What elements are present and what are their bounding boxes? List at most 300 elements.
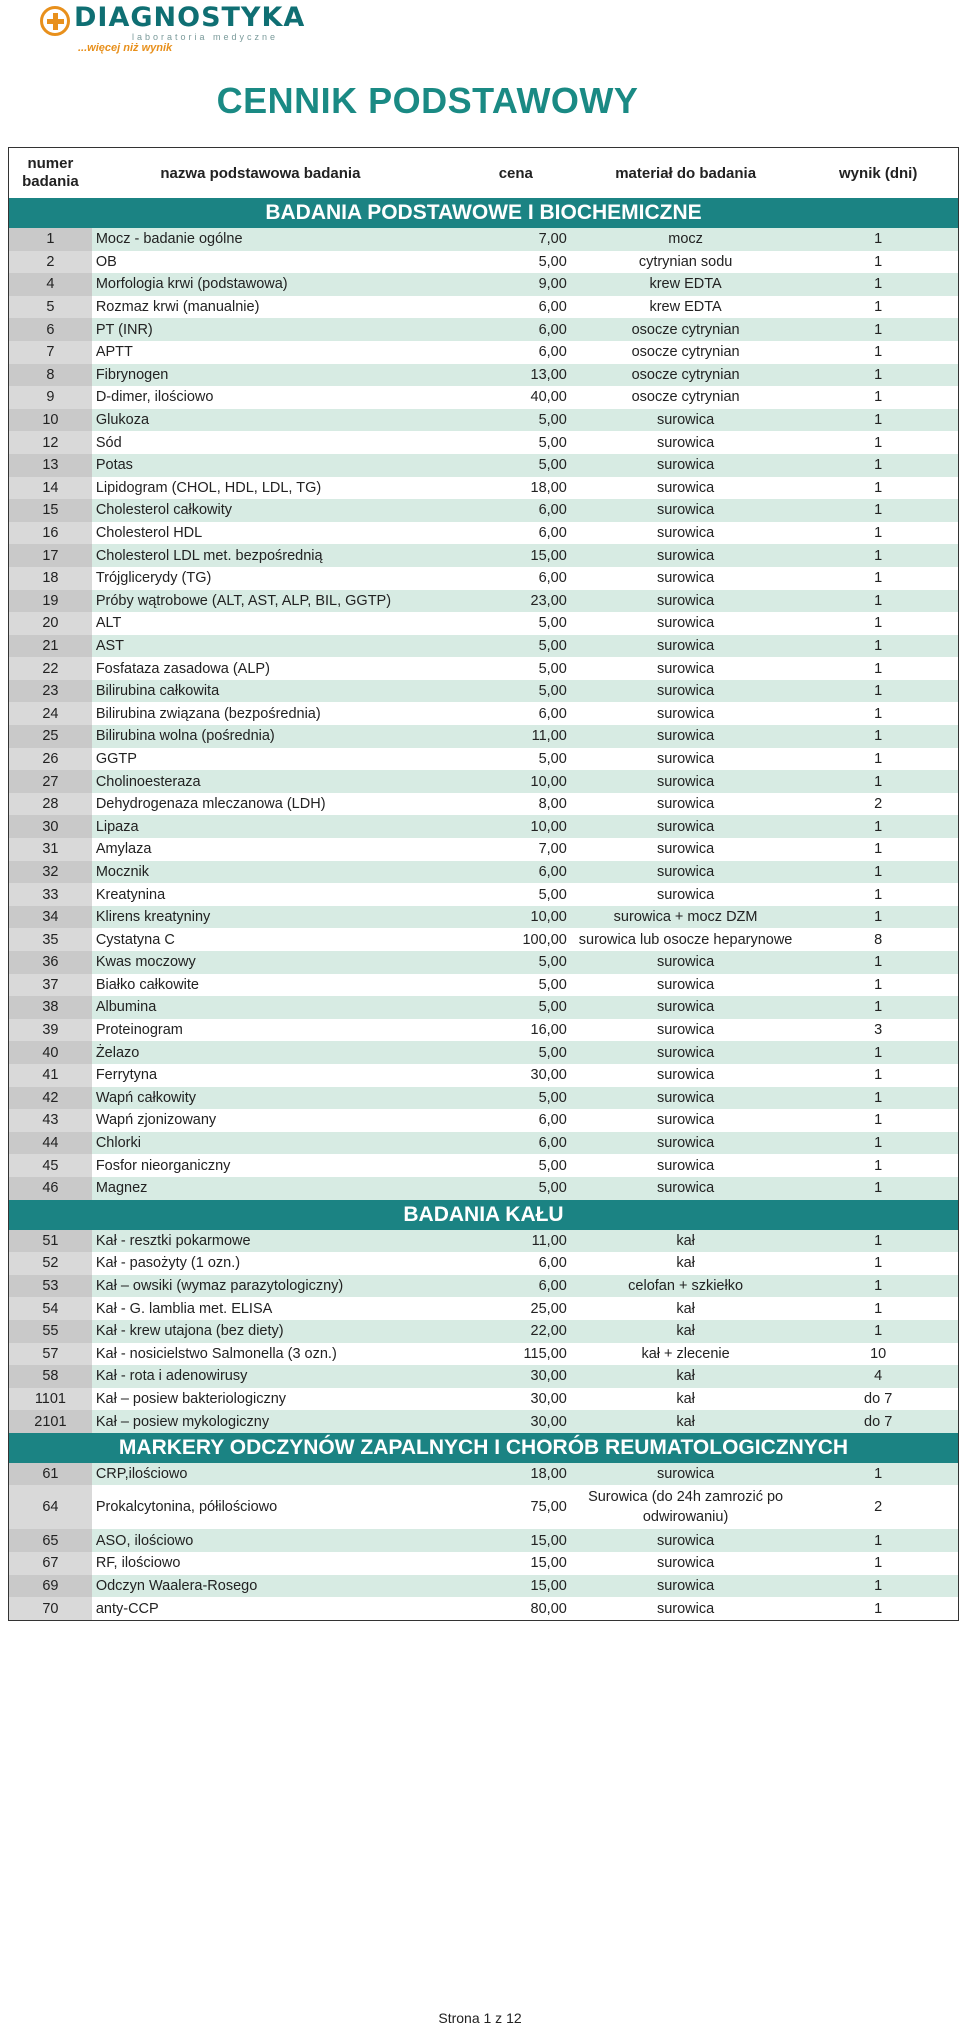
header-price: cena xyxy=(498,164,533,182)
table-row xyxy=(9,702,958,725)
cell-name: Bilirubina związana (bezpośrednia) xyxy=(95,705,321,722)
cell-material: surowica xyxy=(656,525,715,542)
cell-name: Prokalcytonina, półilościowo xyxy=(95,1499,278,1516)
cell-price: 15,00 xyxy=(530,1532,567,1549)
cell-material: surowica xyxy=(656,1044,715,1061)
cell-price: 100,00 xyxy=(522,931,567,948)
cell-price: 5,00 xyxy=(538,1089,567,1106)
cell-result: 1 xyxy=(874,1180,883,1197)
cell-price: 6,00 xyxy=(538,705,567,722)
cell-price: 6,00 xyxy=(538,525,567,542)
cell-price: 6,00 xyxy=(538,1278,567,1295)
cell-result: 1 xyxy=(874,1089,883,1106)
cell-num: 5 xyxy=(9,296,92,319)
cell-material: surowica xyxy=(656,954,715,971)
header-name: nazwa podstawowa badania xyxy=(160,164,361,182)
cell-result: 1 xyxy=(874,321,883,338)
cell-material: osocze cytrynian xyxy=(631,366,740,383)
table-row xyxy=(9,1365,958,1388)
table-row xyxy=(9,883,958,906)
cell-num: 28 xyxy=(9,793,92,816)
cell-name: RF, ilościowo xyxy=(95,1555,181,1572)
cell-name: Morfologia krwi (podstawowa) xyxy=(95,276,288,293)
table-row xyxy=(9,1343,958,1366)
cell-name: Białko całkowite xyxy=(95,976,199,993)
cell-name: Kreatynina xyxy=(95,886,166,903)
table-row xyxy=(9,635,958,658)
cell-price: 15,00 xyxy=(530,547,567,564)
cell-price: 5,00 xyxy=(538,253,567,270)
cell-result: 2 xyxy=(874,1499,883,1516)
cell-price: 6,00 xyxy=(538,299,567,316)
cell-result: 1 xyxy=(874,1232,883,1249)
cell-name: Dehydrogenaza mleczanowa (LDH) xyxy=(95,796,326,813)
table-row xyxy=(9,815,958,838)
table-row xyxy=(9,906,958,929)
cell-price: 6,00 xyxy=(538,570,567,587)
table-row xyxy=(9,1320,958,1343)
table-row xyxy=(9,1252,958,1275)
cell-name: Wapń zjonizowany xyxy=(95,1112,217,1129)
cell-price: 115,00 xyxy=(523,1345,567,1362)
header-material: materiał do badania xyxy=(615,164,757,182)
cell-result: 1 xyxy=(874,547,883,564)
table-row xyxy=(9,590,958,613)
cell-price: 5,00 xyxy=(538,1180,567,1197)
cell-result: 4 xyxy=(874,1368,883,1385)
table-body xyxy=(9,198,958,1620)
table-row xyxy=(9,1297,958,1320)
cell-num: 36 xyxy=(9,951,92,974)
cell-result: 1 xyxy=(874,615,883,632)
cell-num: 12 xyxy=(9,431,92,454)
cell-num: 4 xyxy=(9,273,92,296)
cell-material: celofan + szkiełko xyxy=(628,1278,744,1295)
table-row xyxy=(9,567,958,590)
cell-num: 54 xyxy=(9,1297,92,1320)
table-row xyxy=(9,477,958,500)
cell-price: 80,00 xyxy=(530,1600,567,1617)
section-header: BADANIA PODSTAWOWE I BIOCHEMICZNE xyxy=(9,198,958,228)
cell-price: 5,00 xyxy=(538,457,567,474)
cell-result: 8 xyxy=(874,931,883,948)
cell-result: 1 xyxy=(874,570,883,587)
cell-material: surowica xyxy=(656,1466,715,1483)
cell-num: 24 xyxy=(9,702,92,725)
table-row xyxy=(9,341,958,364)
cell-num: 39 xyxy=(9,1019,92,1042)
cell-name: Kał - resztki pokarmowe xyxy=(95,1232,251,1249)
cell-material: kał + zlecenie xyxy=(641,1345,730,1362)
cell-material: surowica xyxy=(656,863,715,880)
cell-material: surowica xyxy=(656,412,715,429)
cell-price: 10,00 xyxy=(530,909,567,926)
cell-material: surowica xyxy=(656,1135,715,1152)
cell-material: surowica xyxy=(656,1022,715,1039)
cell-name: Rozmaz krwi (manualnie) xyxy=(95,299,260,316)
table-row xyxy=(9,928,958,951)
cell-result: 1 xyxy=(874,773,883,790)
cell-num: 1 xyxy=(9,228,92,251)
cell-result: 1 xyxy=(874,660,883,677)
cell-num: 6 xyxy=(9,318,92,341)
cell-material: surowica lub osocze heparynowe xyxy=(578,931,793,948)
cell-material: krew EDTA xyxy=(649,276,722,293)
cell-material: surowica xyxy=(656,1157,715,1174)
cell-name: Bilirubina wolna (pośrednia) xyxy=(95,728,275,745)
cell-name: Potas xyxy=(95,457,133,474)
cell-price: 13,00 xyxy=(530,366,567,383)
cell-num: 53 xyxy=(9,1275,92,1298)
cell-price: 30,00 xyxy=(530,1413,567,1430)
cell-price: 6,00 xyxy=(538,863,567,880)
cell-name: Cholesterol LDL met. bezpośrednią xyxy=(95,547,323,564)
cell-name: GGTP xyxy=(95,750,137,767)
cell-result: 1 xyxy=(874,1255,883,1272)
cell-num: 27 xyxy=(9,770,92,793)
cell-num: 21 xyxy=(9,635,92,658)
cell-material: surowica xyxy=(656,750,715,767)
cell-material: krew EDTA xyxy=(649,299,722,316)
table-row xyxy=(9,612,958,635)
cell-num: 35 xyxy=(9,928,92,951)
cell-name: Trójglicerydy (TG) xyxy=(95,570,212,587)
cell-num: 37 xyxy=(9,974,92,997)
table-row xyxy=(9,228,958,251)
cell-name: D-dimer, ilościowo xyxy=(95,389,214,406)
cell-name: Cystatyna C xyxy=(95,931,175,948)
cell-name: Kał – posiew mykologiczny xyxy=(95,1413,270,1430)
cell-name: Próby wątrobowe (ALT, AST, ALP, BIL, GGTP) xyxy=(95,592,392,609)
cell-result: 1 xyxy=(874,1466,883,1483)
cell-result: 1 xyxy=(874,525,883,542)
table-row xyxy=(9,409,958,432)
cell-material: surowica xyxy=(656,1532,715,1549)
cell-result: 1 xyxy=(874,750,883,767)
table-row xyxy=(9,1552,958,1575)
cell-material: surowica + mocz DZM xyxy=(613,909,758,926)
medical-cross-icon xyxy=(40,6,70,36)
cell-price: 7,00 xyxy=(538,841,567,858)
cell-material: kał xyxy=(676,1390,695,1407)
cell-price: 6,00 xyxy=(538,344,567,361)
cell-num: 42 xyxy=(9,1087,92,1110)
cell-num: 8 xyxy=(9,364,92,387)
cell-result: 10 xyxy=(870,1345,887,1362)
cell-price: 5,00 xyxy=(538,434,567,451)
cell-material: surowica xyxy=(656,479,715,496)
section-header: MARKERY ODCZYNÓW ZAPALNYCH I CHORÓB REUMATOLOGICZNYCH xyxy=(9,1433,958,1463)
cell-material: surowica xyxy=(656,728,715,745)
table-row xyxy=(9,273,958,296)
table-row xyxy=(9,996,958,1019)
cell-result: 1 xyxy=(874,1532,883,1549)
table-row xyxy=(9,251,958,274)
table-row xyxy=(9,1041,958,1064)
cell-price: 25,00 xyxy=(530,1300,567,1317)
table-row xyxy=(9,1529,958,1552)
cell-result: 1 xyxy=(874,253,883,270)
cell-material: kał xyxy=(676,1368,695,1385)
cell-name: Cholesterol HDL xyxy=(95,525,203,542)
diagnostyka-logo xyxy=(40,2,360,54)
cell-price: 15,00 xyxy=(530,1577,567,1594)
cell-price: 18,00 xyxy=(530,1466,567,1483)
cell-name: Kał - rota i adenowirusy xyxy=(95,1368,248,1385)
cell-num: 10 xyxy=(9,409,92,432)
cell-num: 44 xyxy=(9,1132,92,1155)
cell-price: 40,00 xyxy=(530,389,567,406)
cell-material: surowica xyxy=(656,1112,715,1129)
logo-wordmark: DIAGNOSTYKA xyxy=(74,2,306,33)
cell-num: 9 xyxy=(9,386,92,409)
cell-name: Żelazo xyxy=(95,1044,140,1061)
header-result: wynik (dni) xyxy=(839,164,918,182)
cell-name: Lipidogram (CHOL, HDL, LDL, TG) xyxy=(95,479,322,496)
cell-name: Klirens kreatyniny xyxy=(95,909,211,926)
cell-name: Fosfor nieorganiczny xyxy=(95,1157,231,1174)
cell-price: 5,00 xyxy=(538,412,567,429)
cell-price: 6,00 xyxy=(538,321,567,338)
cell-result: do 7 xyxy=(864,1390,893,1407)
cell-material: surowica xyxy=(656,999,715,1016)
cell-name: Wapń całkowity xyxy=(95,1089,197,1106)
cell-num: 13 xyxy=(9,454,92,477)
cell-material: osocze cytrynian xyxy=(631,389,740,406)
cell-result: 1 xyxy=(874,1135,883,1152)
cell-price: 23,00 xyxy=(530,592,567,609)
cell-result: 1 xyxy=(874,818,883,835)
table-row xyxy=(9,1064,958,1087)
cell-material: kał xyxy=(676,1232,695,1249)
cell-result: 1 xyxy=(874,909,883,926)
cell-material: surowica xyxy=(656,818,715,835)
cell-name: Proteinogram xyxy=(95,1022,183,1039)
cell-result: 1 xyxy=(874,412,883,429)
cell-num: 14 xyxy=(9,477,92,500)
cell-num: 19 xyxy=(9,590,92,613)
cell-material: osocze cytrynian xyxy=(631,321,740,338)
cell-name: Odczyn Waalera-Rosego xyxy=(95,1577,258,1594)
table-row xyxy=(9,386,958,409)
table-row xyxy=(9,1154,958,1177)
logo-tagline: ...więcej niż wynik xyxy=(78,42,173,54)
cell-name: ASO, ilościowo xyxy=(95,1532,194,1549)
cell-material: surowica xyxy=(656,1600,715,1617)
cell-material: kał xyxy=(676,1413,695,1430)
table-row xyxy=(9,1087,958,1110)
section-header: BADANIA KAŁU xyxy=(9,1200,958,1230)
cell-price: 30,00 xyxy=(530,1067,567,1084)
cell-num: 23 xyxy=(9,680,92,703)
cell-material: surowica xyxy=(656,976,715,993)
table-row xyxy=(9,951,958,974)
page-footer: Strona 1 z 12 xyxy=(438,2010,522,2026)
cell-result: do 7 xyxy=(864,1413,893,1430)
logo-subtitle: laboratoria medyczne xyxy=(132,32,279,42)
cell-num: 7 xyxy=(9,341,92,364)
table-row xyxy=(9,454,958,477)
cell-num: 65 xyxy=(9,1529,92,1552)
cell-price: 6,00 xyxy=(538,1255,567,1272)
cell-num: 55 xyxy=(9,1320,92,1343)
cell-price: 16,00 xyxy=(530,1022,567,1039)
cell-num: 32 xyxy=(9,861,92,884)
cell-num: 30 xyxy=(9,815,92,838)
cell-price: 5,00 xyxy=(538,683,567,700)
cell-material: surowica xyxy=(656,1555,715,1572)
cell-name: APTT xyxy=(95,344,133,361)
cell-price: 15,00 xyxy=(530,1555,567,1572)
cell-material: surowica xyxy=(656,796,715,813)
cell-name: Kwas moczowy xyxy=(95,954,196,971)
cell-result: 1 xyxy=(874,457,883,474)
cell-result: 1 xyxy=(874,1112,883,1129)
cell-name: Kał - G. lamblia met. ELISA xyxy=(95,1300,273,1317)
cell-num: 33 xyxy=(9,883,92,906)
cell-material: surowica xyxy=(656,547,715,564)
cell-price: 30,00 xyxy=(530,1368,567,1385)
table-row xyxy=(9,793,958,816)
cell-num: 67 xyxy=(9,1552,92,1575)
cell-result: 1 xyxy=(874,389,883,406)
cell-price: 5,00 xyxy=(538,999,567,1016)
table-row xyxy=(9,1275,958,1298)
cell-price: 5,00 xyxy=(538,954,567,971)
table-row xyxy=(9,1132,958,1155)
cell-result: 1 xyxy=(874,886,883,903)
cell-name: OB xyxy=(95,253,117,270)
cell-name: Chlorki xyxy=(95,1135,141,1152)
cell-result: 2 xyxy=(874,796,883,813)
cell-result: 1 xyxy=(874,863,883,880)
cell-price: 5,00 xyxy=(538,886,567,903)
cell-material: surowica xyxy=(656,457,715,474)
cell-num: 17 xyxy=(9,544,92,567)
cell-num: 58 xyxy=(9,1365,92,1388)
cell-material: kał xyxy=(676,1255,695,1272)
cell-result: 1 xyxy=(874,1300,883,1317)
cell-result: 1 xyxy=(874,299,883,316)
cell-result: 1 xyxy=(874,1157,883,1174)
cell-price: 5,00 xyxy=(538,637,567,654)
cell-result: 1 xyxy=(874,1600,883,1617)
cell-num: 51 xyxy=(9,1230,92,1253)
table-row xyxy=(9,861,958,884)
cell-name: Sód xyxy=(95,434,122,451)
cell-result: 1 xyxy=(874,841,883,858)
cell-num: 64 xyxy=(9,1485,92,1529)
cell-num: 40 xyxy=(9,1041,92,1064)
cell-material: surowica xyxy=(656,886,715,903)
cell-price: 8,00 xyxy=(538,796,567,813)
cell-price: 5,00 xyxy=(538,615,567,632)
cell-price: 6,00 xyxy=(538,1112,567,1129)
cell-material: surowica xyxy=(656,434,715,451)
cell-price: 11,00 xyxy=(531,728,567,745)
cell-name: Cholesterol całkowity xyxy=(95,502,233,519)
cell-num: 38 xyxy=(9,996,92,1019)
cell-material: kał xyxy=(676,1323,695,1340)
cell-num: 69 xyxy=(9,1575,92,1598)
cell-price: 5,00 xyxy=(538,750,567,767)
header-num: numer badania xyxy=(22,155,79,190)
table-row xyxy=(9,657,958,680)
cell-result: 1 xyxy=(874,976,883,993)
cell-num: 70 xyxy=(9,1597,92,1620)
cell-name: Albumina xyxy=(95,999,157,1016)
cell-price: 9,00 xyxy=(538,276,567,293)
cell-material: cytrynian sodu xyxy=(638,253,733,270)
table-row xyxy=(9,1463,958,1486)
cell-price: 10,00 xyxy=(530,773,567,790)
table-row xyxy=(9,544,958,567)
cell-result: 1 xyxy=(874,999,883,1016)
table-row xyxy=(9,974,958,997)
cell-material: surowica xyxy=(656,1180,715,1197)
cell-result: 1 xyxy=(874,1278,883,1295)
cell-material: surowica xyxy=(656,615,715,632)
cell-result: 1 xyxy=(874,502,883,519)
cell-num: 15 xyxy=(9,499,92,522)
cell-price: 30,00 xyxy=(530,1390,567,1407)
cell-name: Mocznik xyxy=(95,863,150,880)
cell-name: Fibrynogen xyxy=(95,366,169,383)
cell-name: Kał – owsiki (wymaz parazytologiczny) xyxy=(95,1278,344,1295)
cell-result: 1 xyxy=(874,1044,883,1061)
table-row xyxy=(9,1410,958,1433)
cell-num: 18 xyxy=(9,567,92,590)
cell-result: 1 xyxy=(874,1067,883,1084)
cell-price: 5,00 xyxy=(538,660,567,677)
cell-price: 75,00 xyxy=(530,1499,567,1516)
cell-num: 20 xyxy=(9,612,92,635)
cell-price: 10,00 xyxy=(530,818,567,835)
cell-material: surowica xyxy=(656,570,715,587)
cell-name: ALT xyxy=(95,615,122,632)
table-row xyxy=(9,770,958,793)
cell-result: 1 xyxy=(874,434,883,451)
cell-material: surowica xyxy=(656,637,715,654)
cell-result: 1 xyxy=(874,592,883,609)
cell-result: 1 xyxy=(874,276,883,293)
cell-name: Kał – posiew bakteriologiczny xyxy=(95,1390,287,1407)
cell-material: surowica xyxy=(656,841,715,858)
cell-material: mocz xyxy=(668,231,703,248)
cell-material: kał xyxy=(676,1300,695,1317)
cell-num: 61 xyxy=(9,1463,92,1486)
cell-name: Fosfataza zasadowa (ALP) xyxy=(95,660,270,677)
table-row xyxy=(9,318,958,341)
cell-material: surowica xyxy=(656,705,715,722)
cell-result: 1 xyxy=(874,954,883,971)
cell-result: 1 xyxy=(874,344,883,361)
cell-result: 1 xyxy=(874,1577,883,1594)
cell-num: 1101 xyxy=(9,1388,92,1411)
cell-num: 31 xyxy=(9,838,92,861)
table-row xyxy=(9,499,958,522)
table-row xyxy=(9,522,958,545)
cell-result: 1 xyxy=(874,728,883,745)
cell-name: AST xyxy=(95,637,125,654)
cell-name: PT (INR) xyxy=(95,321,153,338)
cell-material: Surowica (do 24h zamrozić po odwirowaniu) xyxy=(588,1489,784,1526)
page-title: CENNIK PODSTAWOWY xyxy=(216,80,639,121)
cell-num: 57 xyxy=(9,1343,92,1366)
cell-material: surowica xyxy=(656,1089,715,1106)
table-row xyxy=(9,1177,958,1200)
table-row xyxy=(9,1109,958,1132)
